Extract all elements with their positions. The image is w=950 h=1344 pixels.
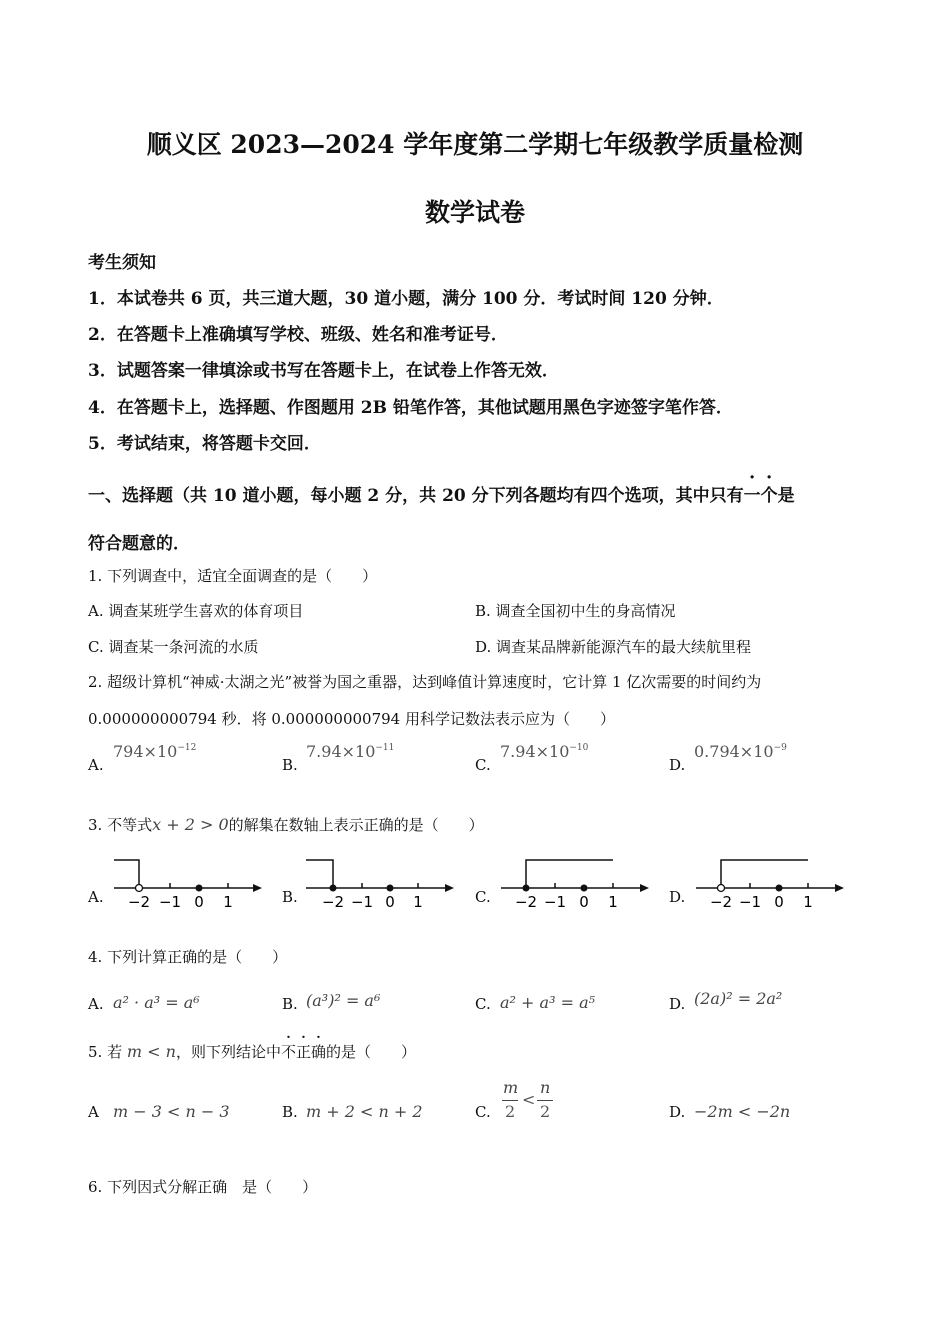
question-3-option-b-label: B.	[282, 888, 298, 906]
tick-label: −1	[158, 893, 182, 911]
notice-item-4: 4．在答题卡上，选择题、作图题用 2B 铅笔作答，其他试题用黑色字迹签字笔作答．	[88, 398, 733, 418]
question-text: 5. 若	[88, 1043, 123, 1061]
math-exponent: −11	[375, 743, 395, 753]
section1-text: 是	[777, 486, 795, 506]
notice-item-1: 1．本试卷共 6 页，共三道大题，30 道小题，满分 100 分．考试时间 120 分钟．	[88, 289, 724, 309]
question-6-stem: 6. 下列因式分解正确 是（ ）	[88, 1178, 318, 1196]
question-5-stem	[88, 1041, 416, 1062]
tick-label: 0	[774, 893, 784, 911]
axis-arrow	[640, 884, 649, 892]
tick-label: 0	[194, 893, 204, 911]
question-4-option-b-math: (a³)² = a⁶	[306, 991, 381, 1010]
question-5-option-c-label: C.	[475, 1103, 491, 1121]
inequality-math: m < n	[126, 1042, 176, 1061]
question-2-option-d-math	[694, 742, 787, 761]
emphasis-char: 一	[743, 486, 761, 506]
question-4-option-c-math: a² + a³ = a⁵	[500, 993, 596, 1012]
solution-bracket	[114, 860, 139, 885]
question-4-option-d-math: (2a)² = 2a²	[694, 989, 783, 1008]
fraction-numerator: n	[540, 1078, 551, 1097]
page-subtitle: 数学试卷	[424, 198, 525, 227]
question-2-option-a-math	[113, 742, 196, 761]
tick-label: −1	[350, 893, 374, 911]
emphasis-char: 个	[760, 486, 778, 506]
question-5-option-d-math: −2m < −2n	[694, 1102, 791, 1121]
tick-label: −1	[543, 893, 567, 911]
question-2-option-a-label: A.	[88, 756, 104, 774]
axis-arrow	[445, 884, 454, 892]
page-title: 顺义区 2023—2024 学年度第二学期七年级教学质量检测	[146, 130, 804, 159]
question-text: 3. 不等式	[88, 816, 153, 834]
question-3-option-a-label: A.	[88, 888, 104, 906]
question-1-option-a: A. 调查某班学生喜欢的体育项目	[88, 602, 304, 620]
fraction-bar	[537, 1100, 553, 1101]
tick-label: −2	[514, 893, 538, 911]
question-5-option-a-label: A	[88, 1103, 99, 1121]
less-than-symbol: <	[522, 1090, 536, 1109]
solution-bracket	[721, 860, 808, 885]
math-exponent: −10	[569, 743, 589, 753]
question-5-option-b-math: m + 2 < n + 2	[306, 1102, 423, 1121]
question-3-stem	[88, 814, 484, 835]
tick-label: −1	[738, 893, 762, 911]
notice-item-5: 5．考试结束，将答题卡交回．	[88, 434, 321, 454]
question-2-stem-line2: 0.000000000794 秒．将 0.000000000794 用科学记数法表示应为（ ）	[88, 710, 615, 728]
math-base: 7.94×10	[306, 742, 376, 761]
question-2-stem-line1: 2. 超级计算机“神威·太湖之光”被誉为国之重器，达到峰值计算速度时，它计算 1 亿次需要的时间约为	[88, 673, 762, 691]
open-point	[718, 885, 725, 892]
number-line-b	[300, 852, 460, 912]
question-2-option-c-label: C.	[475, 756, 491, 774]
notice-item-3: 3．试题答案一律填涂或书写在答题卡上，在试卷上作答无效．	[88, 361, 559, 381]
question-3-option-d-label: D.	[669, 888, 686, 906]
question-2-option-d-label: D.	[669, 756, 686, 774]
axis-arrow	[835, 884, 844, 892]
question-1-stem: 1. 下列调查中，适宜全面调查的是（ ）	[88, 567, 378, 585]
fraction-numerator: m	[503, 1078, 519, 1097]
origin-point	[776, 885, 783, 892]
fraction-bar	[502, 1100, 518, 1101]
solution-bracket	[306, 860, 333, 885]
tick-label: 0	[385, 893, 395, 911]
emphasis-char: 确	[310, 1043, 326, 1061]
section1-instructions-line2: 符合题意的．	[88, 534, 190, 554]
emphasis-char: 正	[295, 1043, 311, 1061]
solution-bracket	[526, 860, 613, 885]
question-1-option-d: D. 调查某品牌新能源汽车的最大续航里程	[475, 638, 752, 656]
closed-point	[523, 885, 530, 892]
math-exponent: −9	[773, 743, 787, 753]
origin-point	[581, 885, 588, 892]
axis-arrow	[253, 884, 262, 892]
number-line-c	[495, 852, 655, 912]
question-4-option-a-math: a² · a³ = a⁶	[113, 993, 200, 1012]
question-4-option-d-label: D.	[669, 995, 686, 1013]
tick-label: 1	[803, 893, 813, 911]
math-base: 0.794×10	[694, 742, 774, 761]
origin-point	[387, 885, 394, 892]
question-4-option-c-label: C.	[475, 995, 491, 1013]
question-3-option-c-label: C.	[475, 888, 491, 906]
emphasis-char: 不	[280, 1043, 296, 1061]
inequality-math: x + 2 > 0	[152, 815, 229, 834]
notice-heading: 考生须知	[88, 253, 156, 273]
question-5-option-b-label: B.	[282, 1103, 298, 1121]
notice-item-2: 2．在答题卡上准确填写学校、班级、姓名和准考证号．	[88, 325, 508, 345]
section1-instructions	[88, 481, 795, 506]
question-2-option-b-label: B.	[282, 756, 298, 774]
tick-label: 1	[413, 893, 423, 911]
open-point	[136, 885, 143, 892]
question-text: ，则下列结论中	[175, 1043, 281, 1061]
tick-label: 1	[608, 893, 618, 911]
question-5-option-a-math: m − 3 < n − 3	[113, 1102, 230, 1121]
question-5-option-c-math	[501, 1078, 553, 1128]
number-line-a	[108, 852, 268, 912]
number-line-d	[690, 852, 850, 912]
math-exponent: −12	[177, 743, 197, 753]
tick-label: −2	[321, 893, 345, 911]
question-2-option-b-math	[306, 742, 394, 761]
tick-label: −2	[127, 893, 151, 911]
question-4-option-b-label: B.	[282, 995, 298, 1013]
question-1-option-c: C. 调查某一条河流的水质	[88, 638, 259, 656]
question-text: 的是（ ）	[326, 1043, 417, 1061]
section1-text: 一、选择题（共 10 道小题，每小题 2 分，共 20 分下列各题均有四个选项，其中只有	[88, 486, 744, 506]
math-base: 794×10	[113, 742, 178, 761]
question-text: 的解集在数轴上表示正确的是（ ）	[228, 816, 484, 834]
math-base: 7.94×10	[500, 742, 570, 761]
question-4-option-a-label: A.	[88, 995, 104, 1013]
closed-point	[330, 885, 337, 892]
question-4-stem: 4. 下列计算正确的是（ ）	[88, 948, 288, 966]
question-2-option-c-math	[500, 742, 588, 761]
origin-point	[196, 885, 203, 892]
fraction-denominator: 2	[505, 1102, 516, 1121]
fraction-denominator: 2	[540, 1102, 551, 1121]
tick-label: 1	[223, 893, 233, 911]
question-5-option-d-label: D.	[669, 1103, 686, 1121]
question-1-option-b: B. 调查全国初中生的身高情况	[475, 602, 676, 620]
tick-label: 0	[579, 893, 589, 911]
tick-label: −2	[709, 893, 733, 911]
